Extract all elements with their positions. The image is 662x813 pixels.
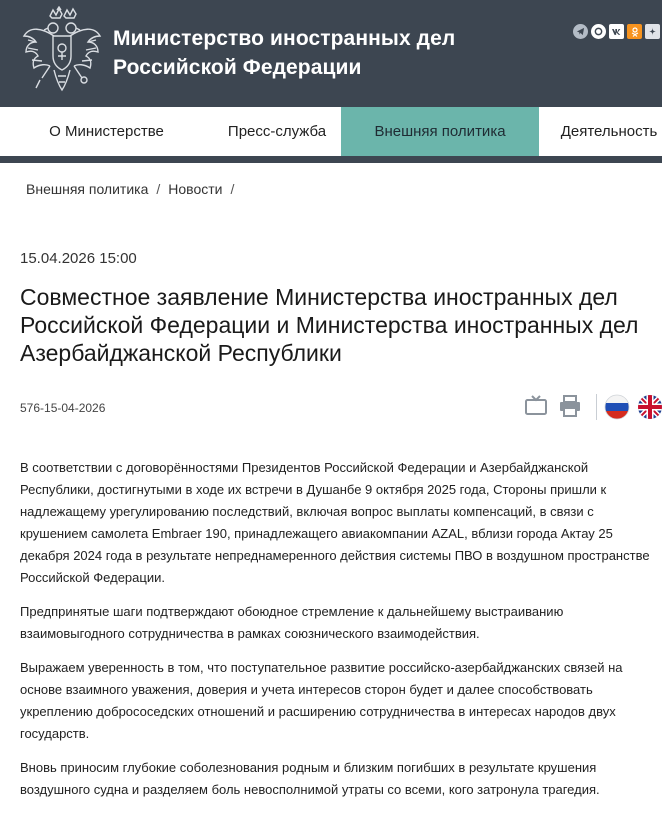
russian-flag-icon[interactable] [604,394,630,420]
nav-item-activity[interactable]: Деятельность [560,123,658,140]
document-number: 576-15-04-2026 [20,401,106,415]
telegram-icon[interactable] [573,24,588,39]
breadcrumb-item-foreign-policy[interactable]: Внешняя политика [26,181,149,197]
article-paragraph: Вновь приносим глубокие соболезнования родным и близким погибших в результате крушения воздушного судна и разделяем боль невосполнимой утраты со всеми, кого затронула трагедия. [20,760,600,797]
site-title[interactable] [113,24,455,82]
rutube-icon[interactable] [591,24,606,39]
article-paragraph: В соответствии с договорённостями Президентов Российской Федерации и Азербайджанской Республики, достигнутыми в ходе их встречи в Душанбе 9 октября 2025 года, Стороны пришли к надлежащему урегулированию последствий, включая вопрос выплаты компенсаций, в связи с крушением самолета Embraer 190, принадлежащего авиакомпании AZAL, вблизи города Актау 25 декабря 2024 года в результате непреднамеренного действия системы ПВО в воздушном пространстве Российской Федерации. [20,460,650,585]
site-title-line1: Министерство иностранных дел [113,27,456,50]
site-header [0,0,662,107]
breadcrumb-separator: / [230,181,235,197]
nav-item-press[interactable]: Пресс-служба [227,123,327,140]
breadcrumb-item-news[interactable]: Новости [168,181,223,197]
main-nav [0,107,662,163]
article-date: 15.04.2026 15:00 [20,250,137,267]
article-body [20,457,650,813]
coat-of-arms-icon[interactable] [20,6,104,96]
nav-item-about[interactable]: О Министерстве [49,123,164,140]
yandex-zen-icon[interactable] [645,24,660,39]
breadcrumb-separator: / [156,181,161,197]
odnoklassniki-icon[interactable] [627,24,642,39]
tools-divider [596,394,597,420]
tv-icon[interactable] [524,394,548,418]
print-icon[interactable] [558,394,582,418]
nav-item-foreign-policy[interactable]: Внешняя политика [341,107,539,156]
site-title-line2: Российской Федерации [113,56,362,79]
article-paragraph: Предпринятые шаги подтверждают обоюдное стремление к дальнейшему выстраиванию взаимовыгодного сотрудничества в рамках союзнического взаимодействия. [20,604,564,641]
social-links [573,24,660,39]
uk-flag-icon[interactable] [637,394,662,420]
breadcrumb [26,181,242,197]
article-title: Совместное заявление Министерства иностранных дел Российской Федерации и Министерства иностранных дел Азербайджанской Республики [20,284,639,366]
article-paragraph: Выражаем уверенность в том, что поступательное развитие российско-азербайджанских связей на основе взаимного уважения, доверия и учета интересов сторон будет и далее способствовать укреплению добрососедских отношений и расширению сотрудничества в интересах народов двух государств. [20,660,623,741]
vk-icon[interactable] [609,24,624,39]
article-tools [520,392,662,422]
